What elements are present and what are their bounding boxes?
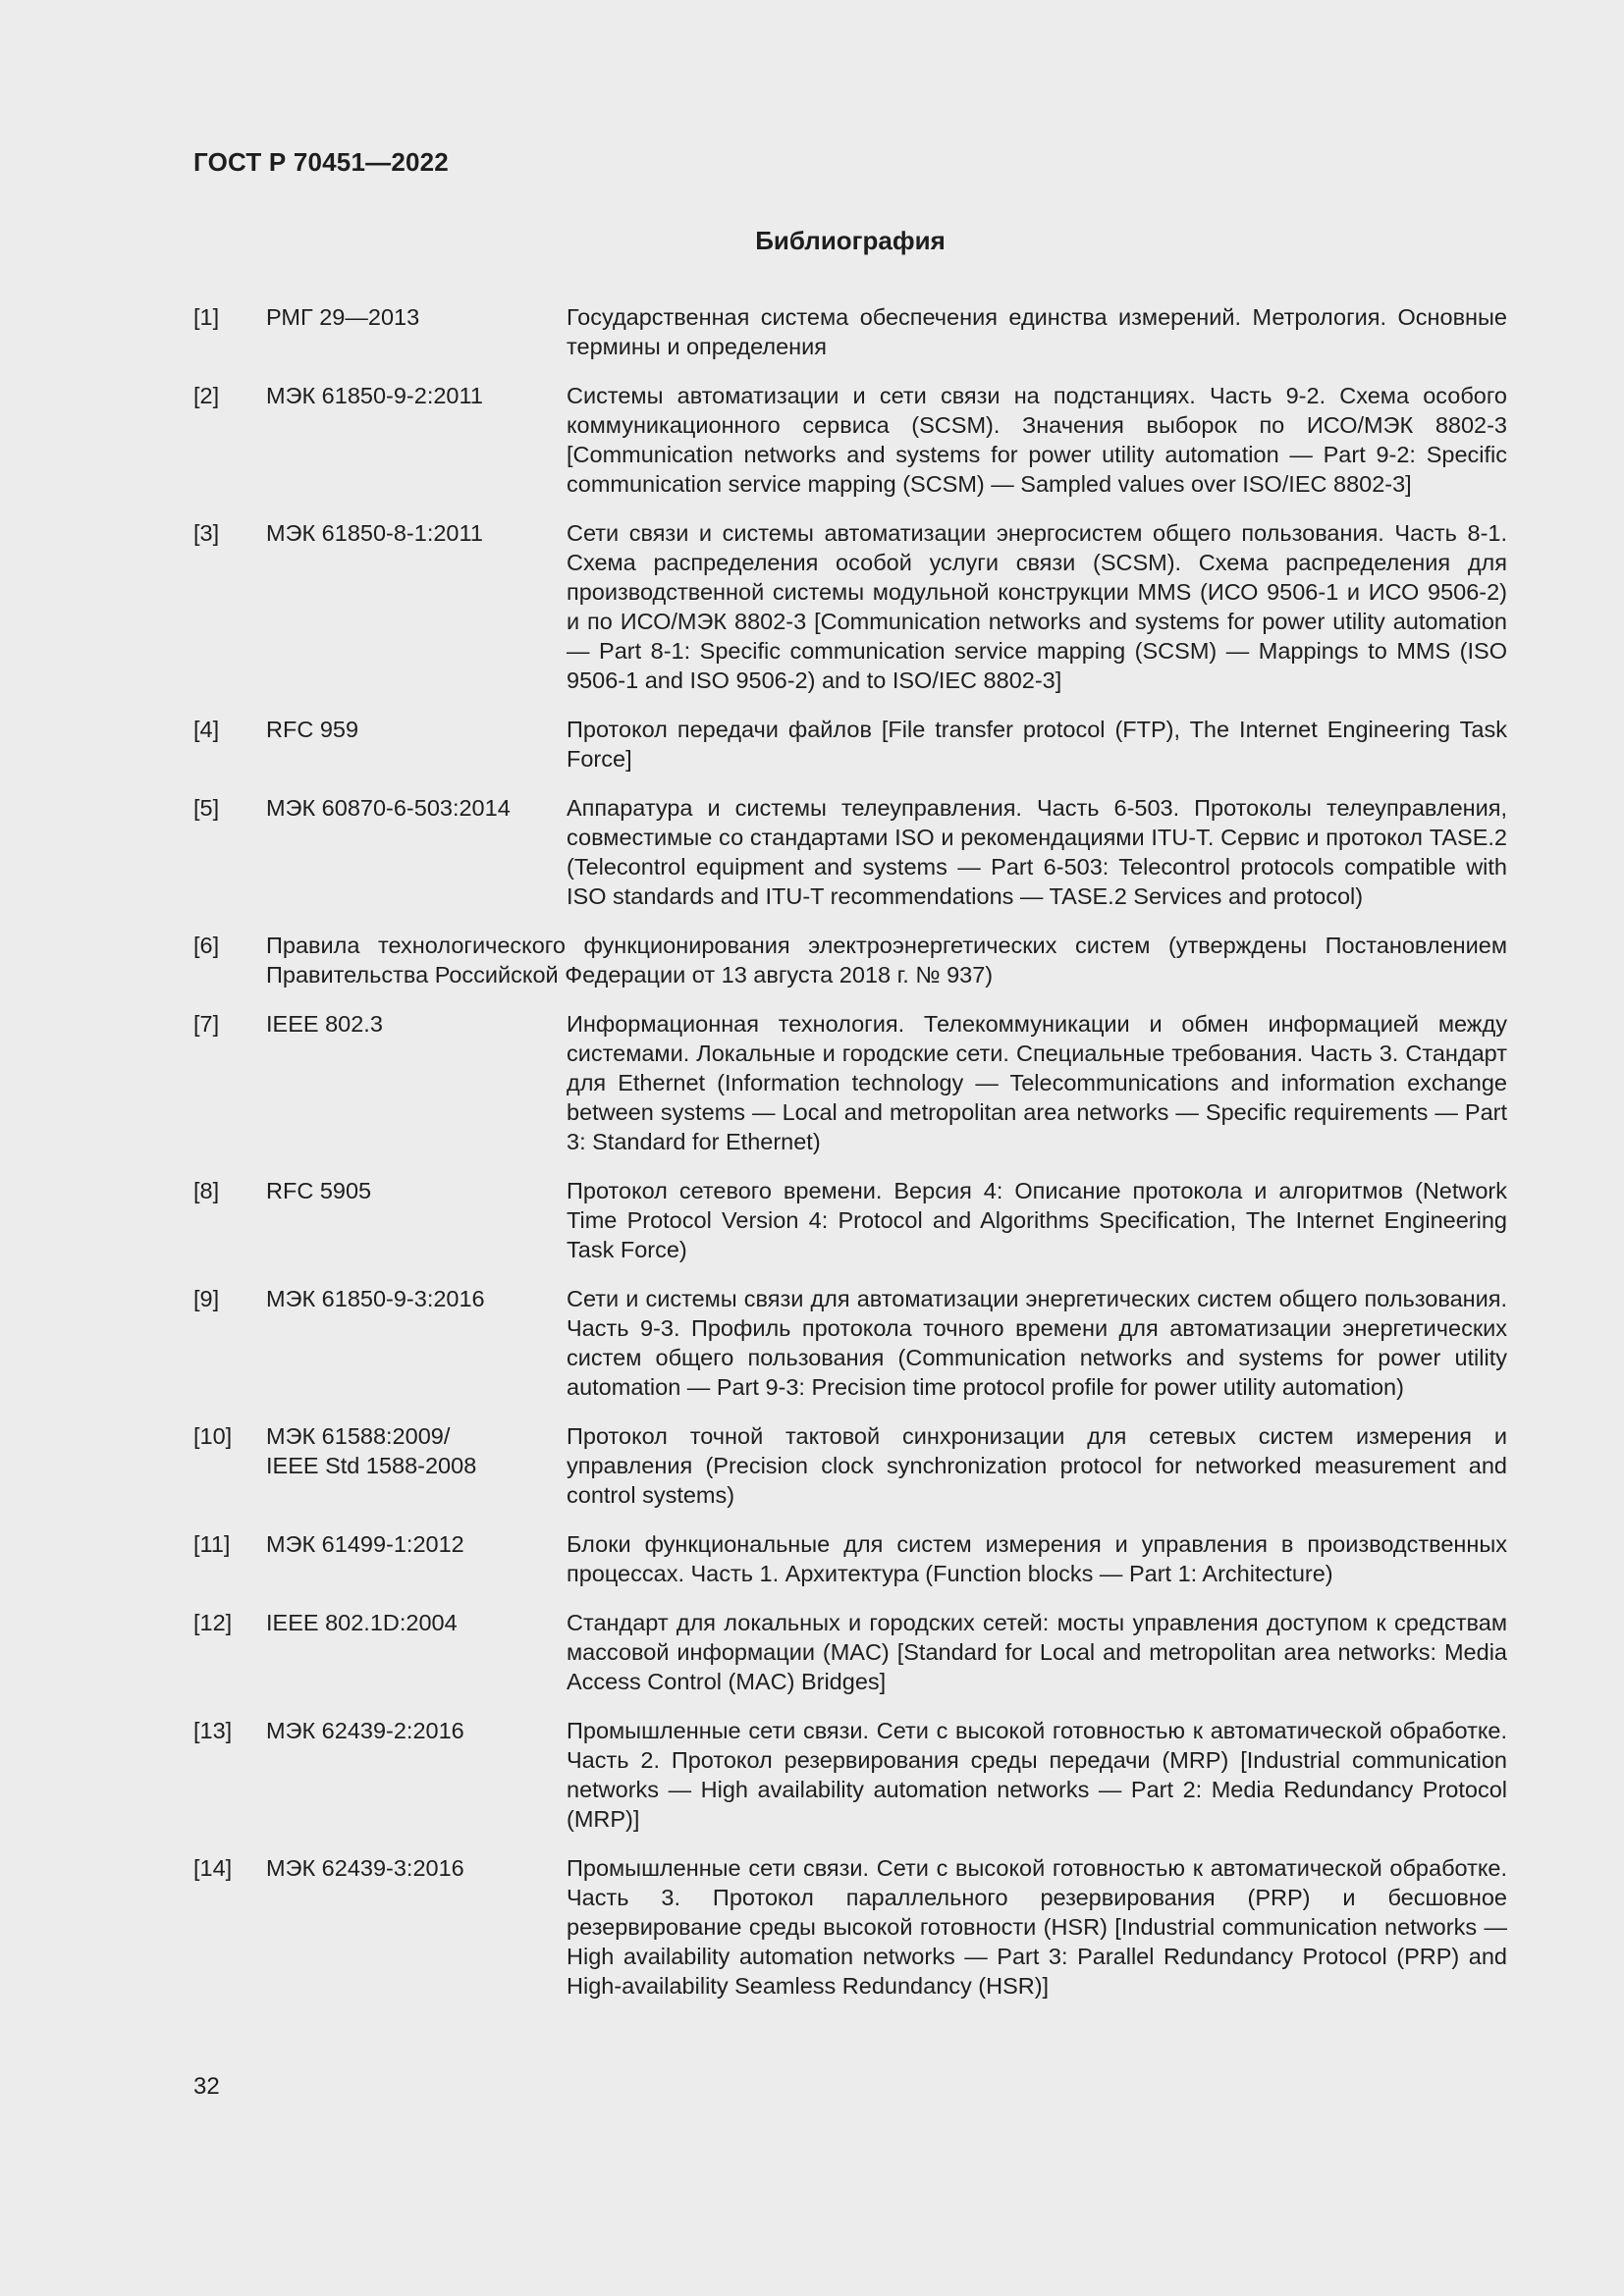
entry-number: [8] [193, 1178, 220, 1203]
entry-code: RFC 5905 [266, 1178, 372, 1203]
entry-text: Промышленные сети связи. Сети с высокой готовностью к автоматической обработке. Часть 2. Протокол резервирования среды передачи (MRP) [Industrial communication networks — High availability automation networks — Part 2: Media Redundancy Protocol (MRP)] [567, 1718, 1507, 1832]
bibliography-entry [193, 1716, 1507, 1834]
entry-number: [5] [193, 795, 220, 821]
entry-number: [13] [193, 1718, 233, 1743]
entry-number: [12] [193, 1610, 233, 1635]
entry-text: Протокол сетевого времени. Версия 4: Описание протокола и алгоритмов (Network Time Protocol Version 4: Protocol and Algorithms Specification, The Internet Engineering Task Force) [567, 1178, 1507, 1262]
bibliography-entry [193, 518, 1507, 695]
entry-code: IEEE 802.1D:2004 [266, 1610, 458, 1635]
section-title: Библиография [755, 226, 946, 255]
bibliography-entry [193, 715, 1507, 774]
entry-code: МЭК 62439-3:2016 [266, 1855, 464, 1881]
bibliography-entry [193, 1284, 1507, 1402]
entry-code: МЭК 61850-9-2:2011 [266, 383, 483, 408]
entry-number: [9] [193, 1286, 220, 1311]
entry-code: МЭК 61850-8-1:2011 [266, 520, 483, 546]
bibliography-list [193, 302, 1507, 2020]
entry-text: Правила технологического функционирования электроэнергетических систем (утверждены Постановлением Правительства Российской Федерации от 13 августа 2018 г. № 937) [266, 933, 1507, 988]
entry-number: [2] [193, 383, 220, 408]
entry-text: Сети и системы связи для автоматизации энергетических систем общего пользования. Часть 9-3. Профиль протокола точного времени для автоматизации энергетических систем общего пользования (Communication networks and systems for power utility automation — Part 9-3: Precision time protocol profile for power utility automation) [567, 1286, 1507, 1400]
bibliography-entry [193, 1853, 1507, 2001]
entry-code: МЭК 61499-1:2012 [266, 1531, 464, 1557]
document-code-header: ГОСТ Р 70451—2022 [193, 147, 449, 177]
entry-text: Аппаратура и системы телеуправления. Часть 6-503. Протоколы телеуправления, совместимые со стандартами ISO и рекомендациями ITU-T. Сервис и протокол TASE.2 (Telecontrol equipment and systems — Part 6-503: Telecontrol protocols compatible with ISO standards and ITU-T recommendations — TASE.2 Services and protocol) [567, 795, 1507, 909]
entry-text: Протокол точной тактовой синхронизации для сетевых систем измерения и управления (Precision clock synchronization protocol for networked measurement and control systems) [567, 1423, 1507, 1508]
page-number: 32 [193, 2073, 220, 2100]
entry-number: [14] [193, 1855, 233, 1881]
entry-text: Системы автоматизации и сети связи на подстанциях. Часть 9-2. Схема особого коммуникационного сервиса (SCSM). Значения выборок по ИСО/МЭК 8802-3 [Communication networks and systems for power utility automation — Part 9-2: Specific communication service mapping (SCSM) — Sampled values over ISO/IEC 8802-3] [567, 383, 1507, 497]
entry-text: Промышленные сети связи. Сети с высокой готовностью к автоматической обработке. Часть 3. Протокол параллельного резервирования (PRP) и бесшовное резервирование среды высокой готовности (HSR) [Industrial communication networks — High availability automation networks — Part 3: Parallel Redundancy Protocol (PRP) and High-availability Seamless Redundancy (HSR)] [567, 1855, 1507, 1999]
bibliography-entry [193, 381, 1507, 499]
bibliography-entry [193, 931, 1507, 989]
entry-number: [11] [193, 1531, 231, 1557]
entry-number: [3] [193, 520, 220, 546]
entry-number: [1] [193, 304, 220, 330]
bibliography-entry [193, 793, 1507, 911]
bibliography-entry [193, 1176, 1507, 1264]
bibliography-entry [193, 302, 1507, 361]
entry-text: Стандарт для локальных и городских сетей: мосты управления доступом к средствам массовой информации (MAC) [Standard for Local and metropolitan area networks: Media Access Control (MAC) Bridges] [567, 1610, 1507, 1694]
entry-code: RFC 959 [266, 717, 359, 742]
bibliography-entry [193, 1529, 1507, 1588]
bibliography-entry [193, 1009, 1507, 1156]
entry-code: МЭК 61588:2009/ IEEE Std 1588-2008 [266, 1423, 477, 1478]
entry-code: МЭК 60870-6-503:2014 [266, 795, 511, 821]
entry-text: Государственная система обеспечения единства измерений. Метрология. Основные термины и определения [567, 304, 1507, 359]
entry-text: Протокол передачи файлов [File transfer protocol (FTP), The Internet Engineering Task Force] [567, 717, 1507, 772]
bibliography-entry [193, 1608, 1507, 1696]
entry-code: МЭК 61850-9-3:2016 [266, 1286, 485, 1311]
bibliography-entry [193, 1421, 1507, 1510]
entry-code: РМГ 29—2013 [266, 304, 420, 330]
entry-number: [7] [193, 1011, 220, 1037]
entry-number: [6] [193, 933, 220, 958]
entry-code: МЭК 62439-2:2016 [266, 1718, 464, 1743]
entry-code: IEEE 802.3 [266, 1011, 383, 1037]
entry-text: Сети связи и системы автоматизации энергосистем общего пользования. Часть 8-1. Схема распределения особой услуги связи (SCSM). Схема распределения для производственной системы модульной конструкции MMS (ИСО 9506-1 и ИСО 9506-2) и по ИСО/МЭК 8802-3 [Communication networks and systems for power utility automation — Part 8-1: Specific communication service mapping (SCSM) — Mappings to MMS (ISO 9506-1 and ISO 9506-2) and to ISO/IEC 8802-3] [567, 520, 1507, 693]
entry-number: [4] [193, 717, 220, 742]
entry-number: [10] [193, 1423, 233, 1449]
entry-text: Блоки функциональные для систем измерения и управления в производственных процессах. Часть 1. Архитектура (Function blocks — Part 1: Architecture) [567, 1531, 1507, 1586]
entry-text: Информационная технология. Телекоммуникации и обмен информацией между системами. Локальные и городские сети. Специальные требования. Часть 3. Стандарт для Ethernet (Information technology — Telecommunications and information exchange between systems — Local and metropolitan area networks — Specific requirements — Part 3: Standard for Ethernet) [567, 1011, 1507, 1154]
